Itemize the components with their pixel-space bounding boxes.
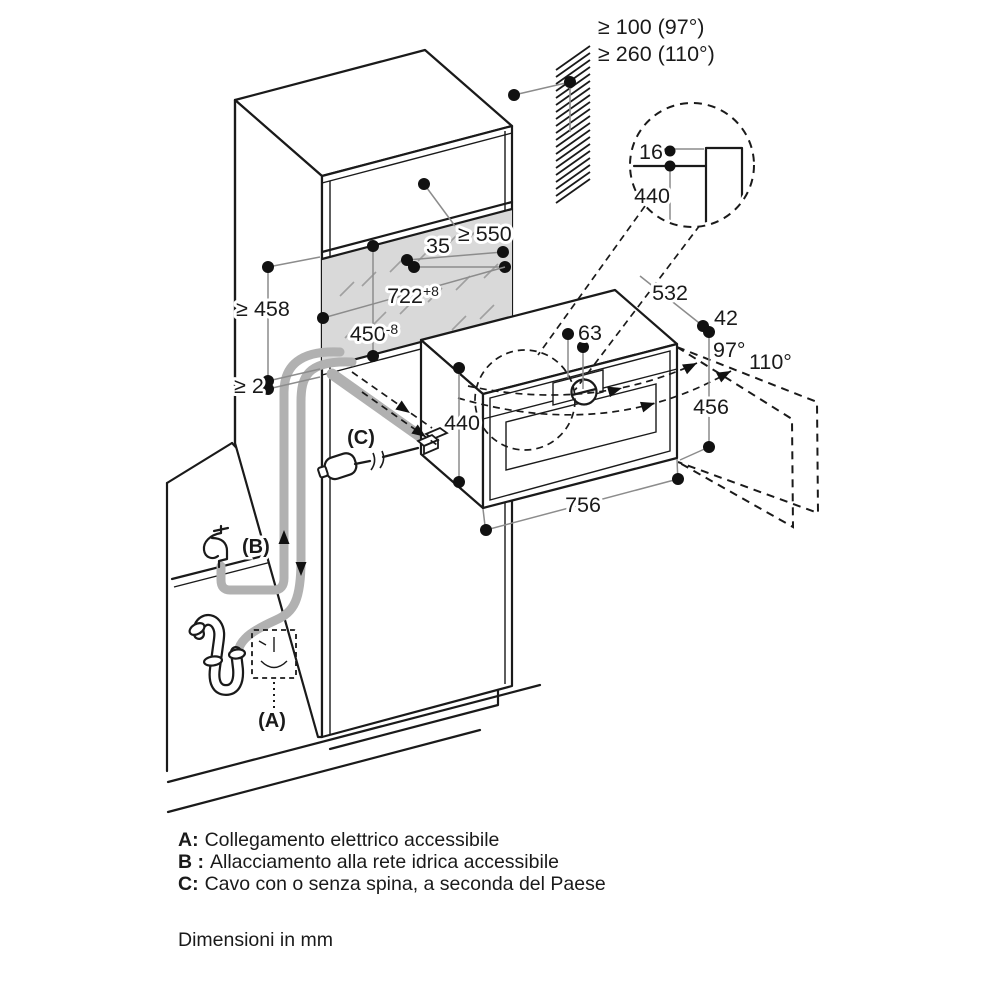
wall-section-hatch — [556, 46, 590, 203]
legend — [178, 829, 606, 895]
door-open-97 — [677, 347, 793, 527]
outlet-symbol — [252, 630, 296, 708]
dim-clearance-2: ≥ 2 — [234, 374, 264, 398]
dim-niche-height: $450^{-8}$ — [349, 321, 399, 346]
dim-detail-440: 440 — [634, 184, 670, 208]
dim-front-height-456: 456 — [693, 395, 729, 419]
dim-width-756: 756 — [565, 493, 601, 517]
door-open-110 — [677, 347, 818, 513]
callout-c: (C) — [347, 427, 375, 449]
door-open-positions — [677, 347, 818, 527]
dim-clearance-458: ≥ 458 — [236, 297, 290, 321]
dim-oven-depth: 532 — [652, 281, 688, 305]
dim-wall-clearance-97: ≥ 100 (97°) — [598, 15, 705, 39]
dim-side-height-440: 440 — [444, 411, 480, 435]
faucet-icon — [204, 526, 228, 567]
callout-b: (B) — [242, 536, 270, 558]
dim-wall-clearance-110: ≥ 260 (110°) — [598, 42, 715, 66]
units-note: Dimensioni in mm — [178, 929, 333, 951]
dim-detail-16: 16 — [639, 140, 663, 164]
callout-a: (A) — [258, 710, 286, 732]
dim-angle-97: 97° — [713, 338, 746, 362]
dim-angle-110: 110° — [749, 350, 792, 374]
legend-row-c: C: Cavo con o senza spina, a seconda del Paese — [178, 873, 606, 895]
dim-niche-depth: ≥ 550 — [458, 222, 512, 246]
dim-gap-35: 35 — [426, 234, 450, 258]
dim-niche-width: $722^{+8}$ — [387, 283, 439, 308]
legend-row-b: B : Allacciamento alla rete idrica accessibile — [178, 851, 559, 873]
dim-door-gap-42: 42 — [714, 306, 738, 330]
legend-row-a: A: Collegamento elettrico accessibile — [178, 829, 500, 851]
dim-knob-63: 63 — [578, 321, 602, 345]
siphon-icon — [188, 620, 246, 690]
